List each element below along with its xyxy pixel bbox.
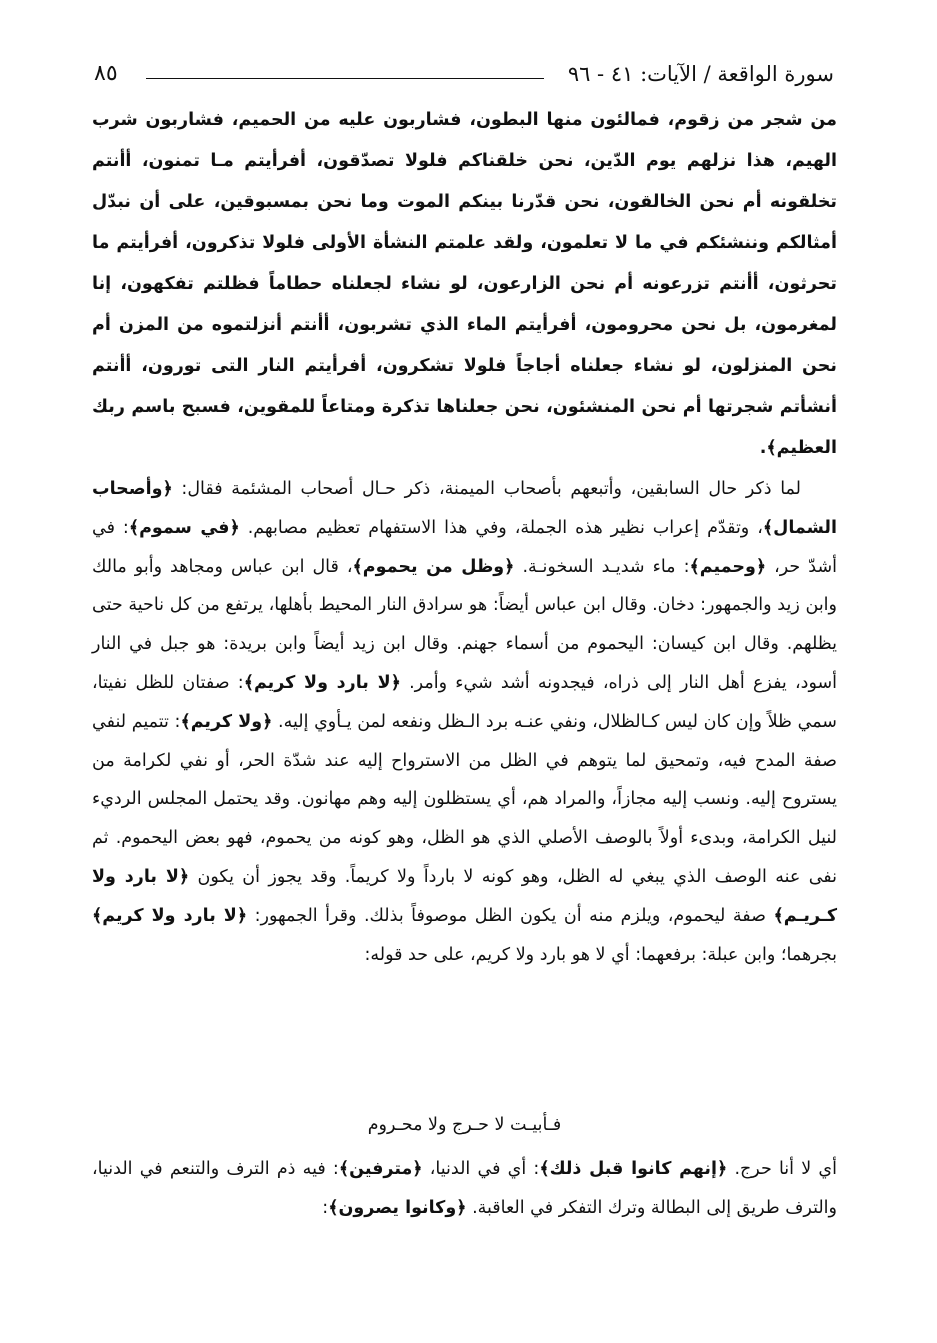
quote-wakanu-yusirrun: ﴿وكانوا يصرون﴾ (328, 1197, 467, 1218)
commentary-segment: : أي في الدنيا، (422, 1159, 540, 1179)
commentary-segment: بجرهما؛ وابن عبلة: برفعهما: أي لا هو بارد ولا كريم، على حد قوله: (364, 944, 837, 965)
quote-la-barid-3: ﴿لا بارد ولا كريم﴾ (92, 905, 248, 926)
commentary-segment: : صفتان للظل نفيتا، سمي ظلاً وإن كان ليس كـالظلال، ونفي عنـه برد الـظل ونفعه لمن يـأوي إليه. (92, 672, 837, 732)
quote-la-barid: ﴿لا بارد ولا كريم﴾ (243, 672, 401, 693)
commentary-segment: : تتميم لنفي صفة المدح فيه، وتمحيق لما يتوهم في الظل من الاسترواح إليه عند شدّة الحر، أو نفي لكرامة من يستروح إليه. ونسب إليه مجازاً، والمراد هم، أي يستظلون إليه وهم مهانون. وقد يحتمل المجلس الرديء لنيل الكرامة، وبدىء أولاً بالوصف الأصلي الذي هو الظل، وهو كونه من يحموم، فهو بعض اليحموم. ثم نفى عنه الوصف الذي يبغي له الظل، وهو كونه لا بارداً ولا كريماً. وقد يجوز أن يكون (92, 711, 837, 887)
commentary-segment: : فيه ذم الترف والتنعم في الدنيا، والترف طريق إلى البطالة وترك التفكر في العاقبة. (92, 1159, 837, 1218)
quote-innahum-kanu: ﴿إنهم كانوا قبل ذلك﴾ (539, 1159, 728, 1179)
commentary-paragraph-2 (92, 1150, 837, 1228)
commentary-segment: : ماء شديـد السخونـة. (514, 556, 690, 577)
header-title: سورة الواقعة / الآيات: ٤١ - ٩٦ (567, 62, 834, 86)
quote-zill-yahmum: ﴿وظل من يحموم﴾ (352, 556, 515, 577)
poetry-verse: فـأبيـت لا حـرج ولا محـروم (367, 1115, 562, 1135)
commentary-segment: صفة ليحموم، ويلزم منه أن يكون الظل موصوفاً بذلك. وقرأ الجمهور: (247, 905, 774, 926)
commentary-segment: ، وتقدّم إعراب نظير هذه الجملة، وفي هذا الاستفهام تعظيم مصابهم. (239, 517, 763, 538)
quran-passage: من شجر من زقوم، فمالئون منها البطون، فشاربون عليه من الحميم، فشاربون شرب الهيم، هذا نزلهم يوم الدّين، نحن خلقناكم فلولا تصدّقون، أفرأيتم مـا تمنون، أأنتم تخلقونه أم نحن الخالقون، نحن قدّرنا بينكم الموت وما نحن بمسبوقين، على أن نبدّل أمثالكم وننشئكم في ما لا تعلمون، ولقد علمتم النشأة الأولى فلولا تذكرون، أفرأيتم ما تحرثون، أأنتم تزرعونه أم نحن الزارعون، لو نشاء لجعلناه حطاماً فظلتم تفكهون، إنا لمغرمون، بل نحن محرومون، أفرأيتم الماء الذي تشربون، أأنتم أنزلتموه من المزن أم نحن المنزلون، لو نشاء جعلناه أجاجاً فلولا تشكرون، أفرأيتم النار التى تورون، أأنتم أنشأتم شجرتها أم نحن المنشئون، نحن جعلناها تذكرة ومتاعاً للمقوين، فسبح باسم ربك العظيم﴾. (92, 110, 837, 458)
quote-ashab-alshimal: ﴿وأصحاب الشمال﴾ (92, 479, 837, 538)
quote-fi-samum: ﴿في سموم﴾ (128, 517, 240, 538)
commentary-segment: أي لا أنا حرج. (727, 1159, 837, 1179)
commentary-text-2 (92, 1150, 837, 1228)
commentary-paragraph (92, 470, 837, 974)
commentary-text (92, 470, 837, 974)
commentary-segment: ، قال ابن عباس ومجاهد وأبو مالك وابن زيد والجمهور: دخان. وقال ابن عباس أيضاً: هو سرادق النار المحيط بأهلها، يرتفع من كل ناحية حتى يظلهم. وقال ابن كيسان: اليحموم من أسماء جهنم. وقال ابن زيد أيضاً وابن بريدة: هو جبل في النار أسود، يفزع أهل النار إلى ذراه، فيجدونه أشد شيء وأمر. (92, 556, 838, 693)
quote-la-barid-2: ﴿لا بارد ولا كـريـم﴾ (92, 866, 838, 926)
commentary-segment: : (322, 1197, 329, 1218)
header-rule (146, 78, 544, 79)
quote-wala-karim: ﴿ولا كريم﴾ (180, 711, 273, 732)
page-number: ٨٥ (94, 61, 118, 86)
commentary-segment: : في أشدّ حر، (92, 517, 837, 577)
quote-mutrafin: ﴿مترفين﴾ (338, 1159, 423, 1179)
commentary-segment: لما ذكر حال السابقين، وأتبعهم بأصحاب الميمنة، ذكر حـال أصحاب المشئمة فقال: (172, 479, 801, 499)
quote-hamim: ﴿وحميم﴾ (689, 556, 767, 577)
running-header (88, 58, 834, 92)
